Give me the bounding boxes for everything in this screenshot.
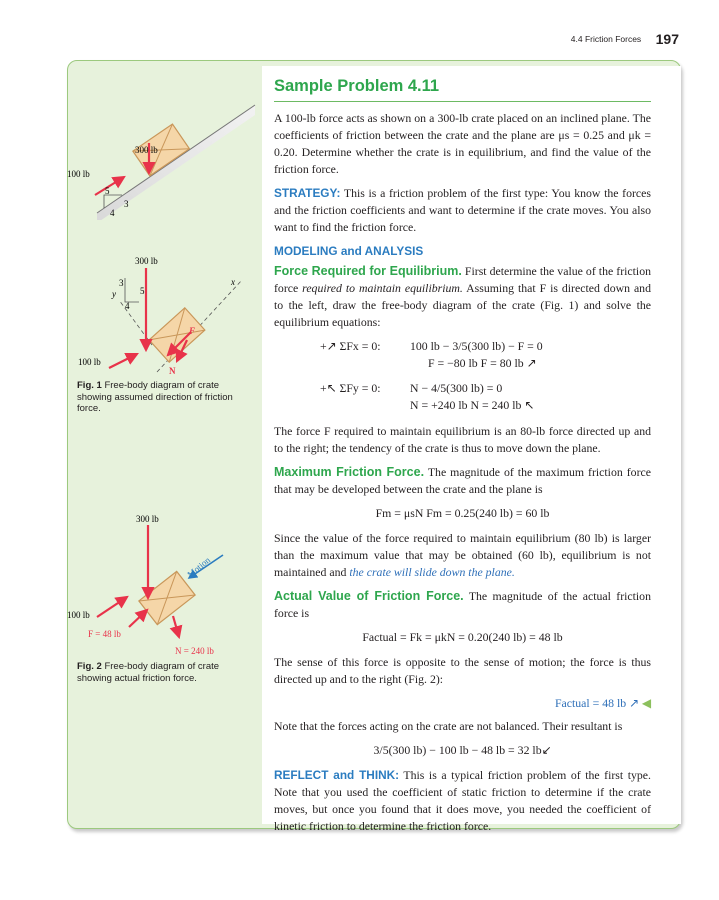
- max-friction-equation: Fm = μsN Fm = 0.25(240 lb) = 60 lb: [375, 506, 550, 520]
- figure-2: [67, 510, 262, 660]
- equation-y: [274, 380, 651, 414]
- figure-1-caption: [77, 380, 245, 415]
- force-required-paragraph: [274, 263, 651, 331]
- eq-x-line1: 100 lb − 3/5(300 lb) − F = 0: [410, 339, 543, 353]
- x-label: x: [231, 277, 235, 287]
- eq-y-line1: N − 4/5(300 lb) = 0: [410, 381, 503, 395]
- reflect-label: REFLECT and THINK:: [274, 768, 400, 782]
- tri-5: 5: [140, 286, 145, 296]
- friction-arrow-fig2: [129, 610, 147, 627]
- problem-statement: A 100-lb force acts as shown on a 300-lb crate placed on an inclined plane. The coefficients of friction between the crate and the plane are μs = 0.25 and μk = 0.20. Determine whether the crate is in equilibrium, and find the value of the friction force.: [274, 111, 651, 176]
- problem-text: [274, 78, 651, 842]
- eq-y-label: +↖ ΣFy = 0:: [320, 381, 381, 395]
- slide-statement: the crate will slide down the plane.: [349, 565, 515, 579]
- final-answer-value: Factual = 48 lb ↗: [554, 696, 639, 710]
- section-title: 4.4 Friction Forces: [570, 33, 642, 44]
- reflect-text: This is a typical friction problem of the first type. Note that you used the coefficient of static friction to determine if the crate moves, but once you found that it does move, you needed the coefficient of kinetic friction to determine the friction force.: [274, 768, 651, 833]
- slope-4: 4: [110, 208, 115, 218]
- applied-force-arrow: [95, 177, 124, 195]
- motion-label: Motion: [185, 554, 213, 580]
- actual-friction-text: The magnitude of the actual friction force is: [274, 589, 651, 620]
- running-header: [571, 30, 679, 48]
- strategy-label: STRATEGY:: [274, 186, 341, 200]
- eq-x-label: +↗ ΣFx = 0:: [320, 339, 381, 353]
- final-answer: [274, 695, 651, 712]
- friction-label-fig2: F = 48 lb: [88, 629, 121, 639]
- eq-x-line2: F = −80 lb F = 80 lb ↗: [428, 356, 537, 370]
- fig1-caption-label: Fig. 1: [77, 380, 102, 391]
- normal-label-fig2: N = 240 lb: [175, 646, 214, 656]
- modeling-heading: MODELING and ANALYSIS: [274, 244, 424, 258]
- figure-1: [67, 250, 257, 378]
- normal-arrow-fig2: [173, 616, 179, 637]
- actual-friction-paragraph: [274, 588, 651, 622]
- eq-y-line2: N = +240 lb N = 240 lb ↖: [410, 398, 535, 412]
- force-required-conclusion: The force F required to maintain equilibrium is an 80-lb force directed up and to the right; the tendency of the crate is thus to move down the plane.: [274, 424, 651, 455]
- slope-3: 3: [124, 199, 129, 209]
- fig2-caption-text: Free-body diagram of crate showing actual friction force.: [77, 661, 220, 684]
- max-friction-heading: Maximum Friction Force.: [274, 465, 425, 479]
- strategy-paragraph: [274, 185, 651, 236]
- applied-force-label: 100 lb: [67, 169, 90, 179]
- page-number: 197: [655, 30, 679, 47]
- incline-plane: [97, 105, 255, 220]
- y-label: y: [112, 289, 116, 299]
- actual-friction-sense: The sense of this force is opposite to the sense of motion; the force is thus directed up and to the right (Fig. 2):: [274, 655, 651, 686]
- problem-figure: [67, 95, 257, 220]
- applied-force-label-fig2: 100 lb: [67, 610, 90, 620]
- force-required-italic: required to maintain equilibrium.: [302, 281, 463, 295]
- max-friction-text2: Since the value of the force required to maintain equilibrium (80 lb) is larger than the maximum value that may be obtained (60 lb), equilibrium is not maintained and: [274, 531, 651, 579]
- force-required-heading: Force Required for Equilibrium.: [274, 264, 462, 278]
- strategy-text: This is a friction problem of the first type: You know the forces and the friction coefficients and want to determine if the crate moves. You also want to find the friction force.: [274, 186, 651, 234]
- applied-force-arrow-fig1: [109, 354, 137, 368]
- normal-label-fig1: N: [169, 366, 176, 376]
- applied-force-arrow-fig2: [97, 597, 127, 617]
- weight-label-fig2: 300 lb: [136, 514, 159, 524]
- problem-title: Sample Problem 4.11: [274, 78, 651, 102]
- force-required-text1: First determine the value of the friction force: [274, 264, 651, 295]
- tri-3: 3: [119, 278, 124, 288]
- applied-force-label-fig1: 100 lb: [78, 357, 101, 367]
- tri-4: 4: [125, 301, 130, 311]
- force-required-text2: Assuming that F is directed down and to the left, draw the free-body diagram of the crate (Fig. 1) and solve the equilibrium equations:: [274, 281, 651, 329]
- figure-2-caption: [77, 661, 245, 684]
- weight-label: 300 lb: [135, 145, 158, 155]
- resultant-equation: 3/5(300 lb) − 100 lb − 48 lb = 32 lb↙: [373, 743, 552, 757]
- friction-label-fig1: F: [189, 326, 196, 336]
- resultant-text: Note that the forces acting on the crate are not balanced. Their resultant is: [274, 719, 623, 733]
- angle-triangle: [125, 278, 139, 302]
- actual-friction-heading: Actual Value of Friction Force.: [274, 589, 464, 603]
- weight-label-fig1: 300 lb: [135, 256, 158, 266]
- slope-5: 5: [105, 186, 110, 196]
- fig1-caption-text: Free-body diagram of crate showing assumed direction of friction force.: [77, 380, 233, 414]
- max-friction-conclusion: [274, 530, 651, 581]
- actual-friction-equation: Factual = Fk = μkN = 0.20(240 lb) = 48 lb: [362, 630, 563, 644]
- answer-marker-icon: ◀: [641, 696, 651, 710]
- reflect-paragraph: [274, 767, 651, 835]
- fbd-crate: [149, 308, 205, 362]
- fig2-caption-label: Fig. 2: [77, 661, 102, 672]
- max-friction-paragraph: [274, 464, 651, 498]
- max-friction-text: The magnitude of the maximum friction force that may be developed between the crate and the plane is: [274, 465, 651, 496]
- equation-x: [274, 338, 651, 372]
